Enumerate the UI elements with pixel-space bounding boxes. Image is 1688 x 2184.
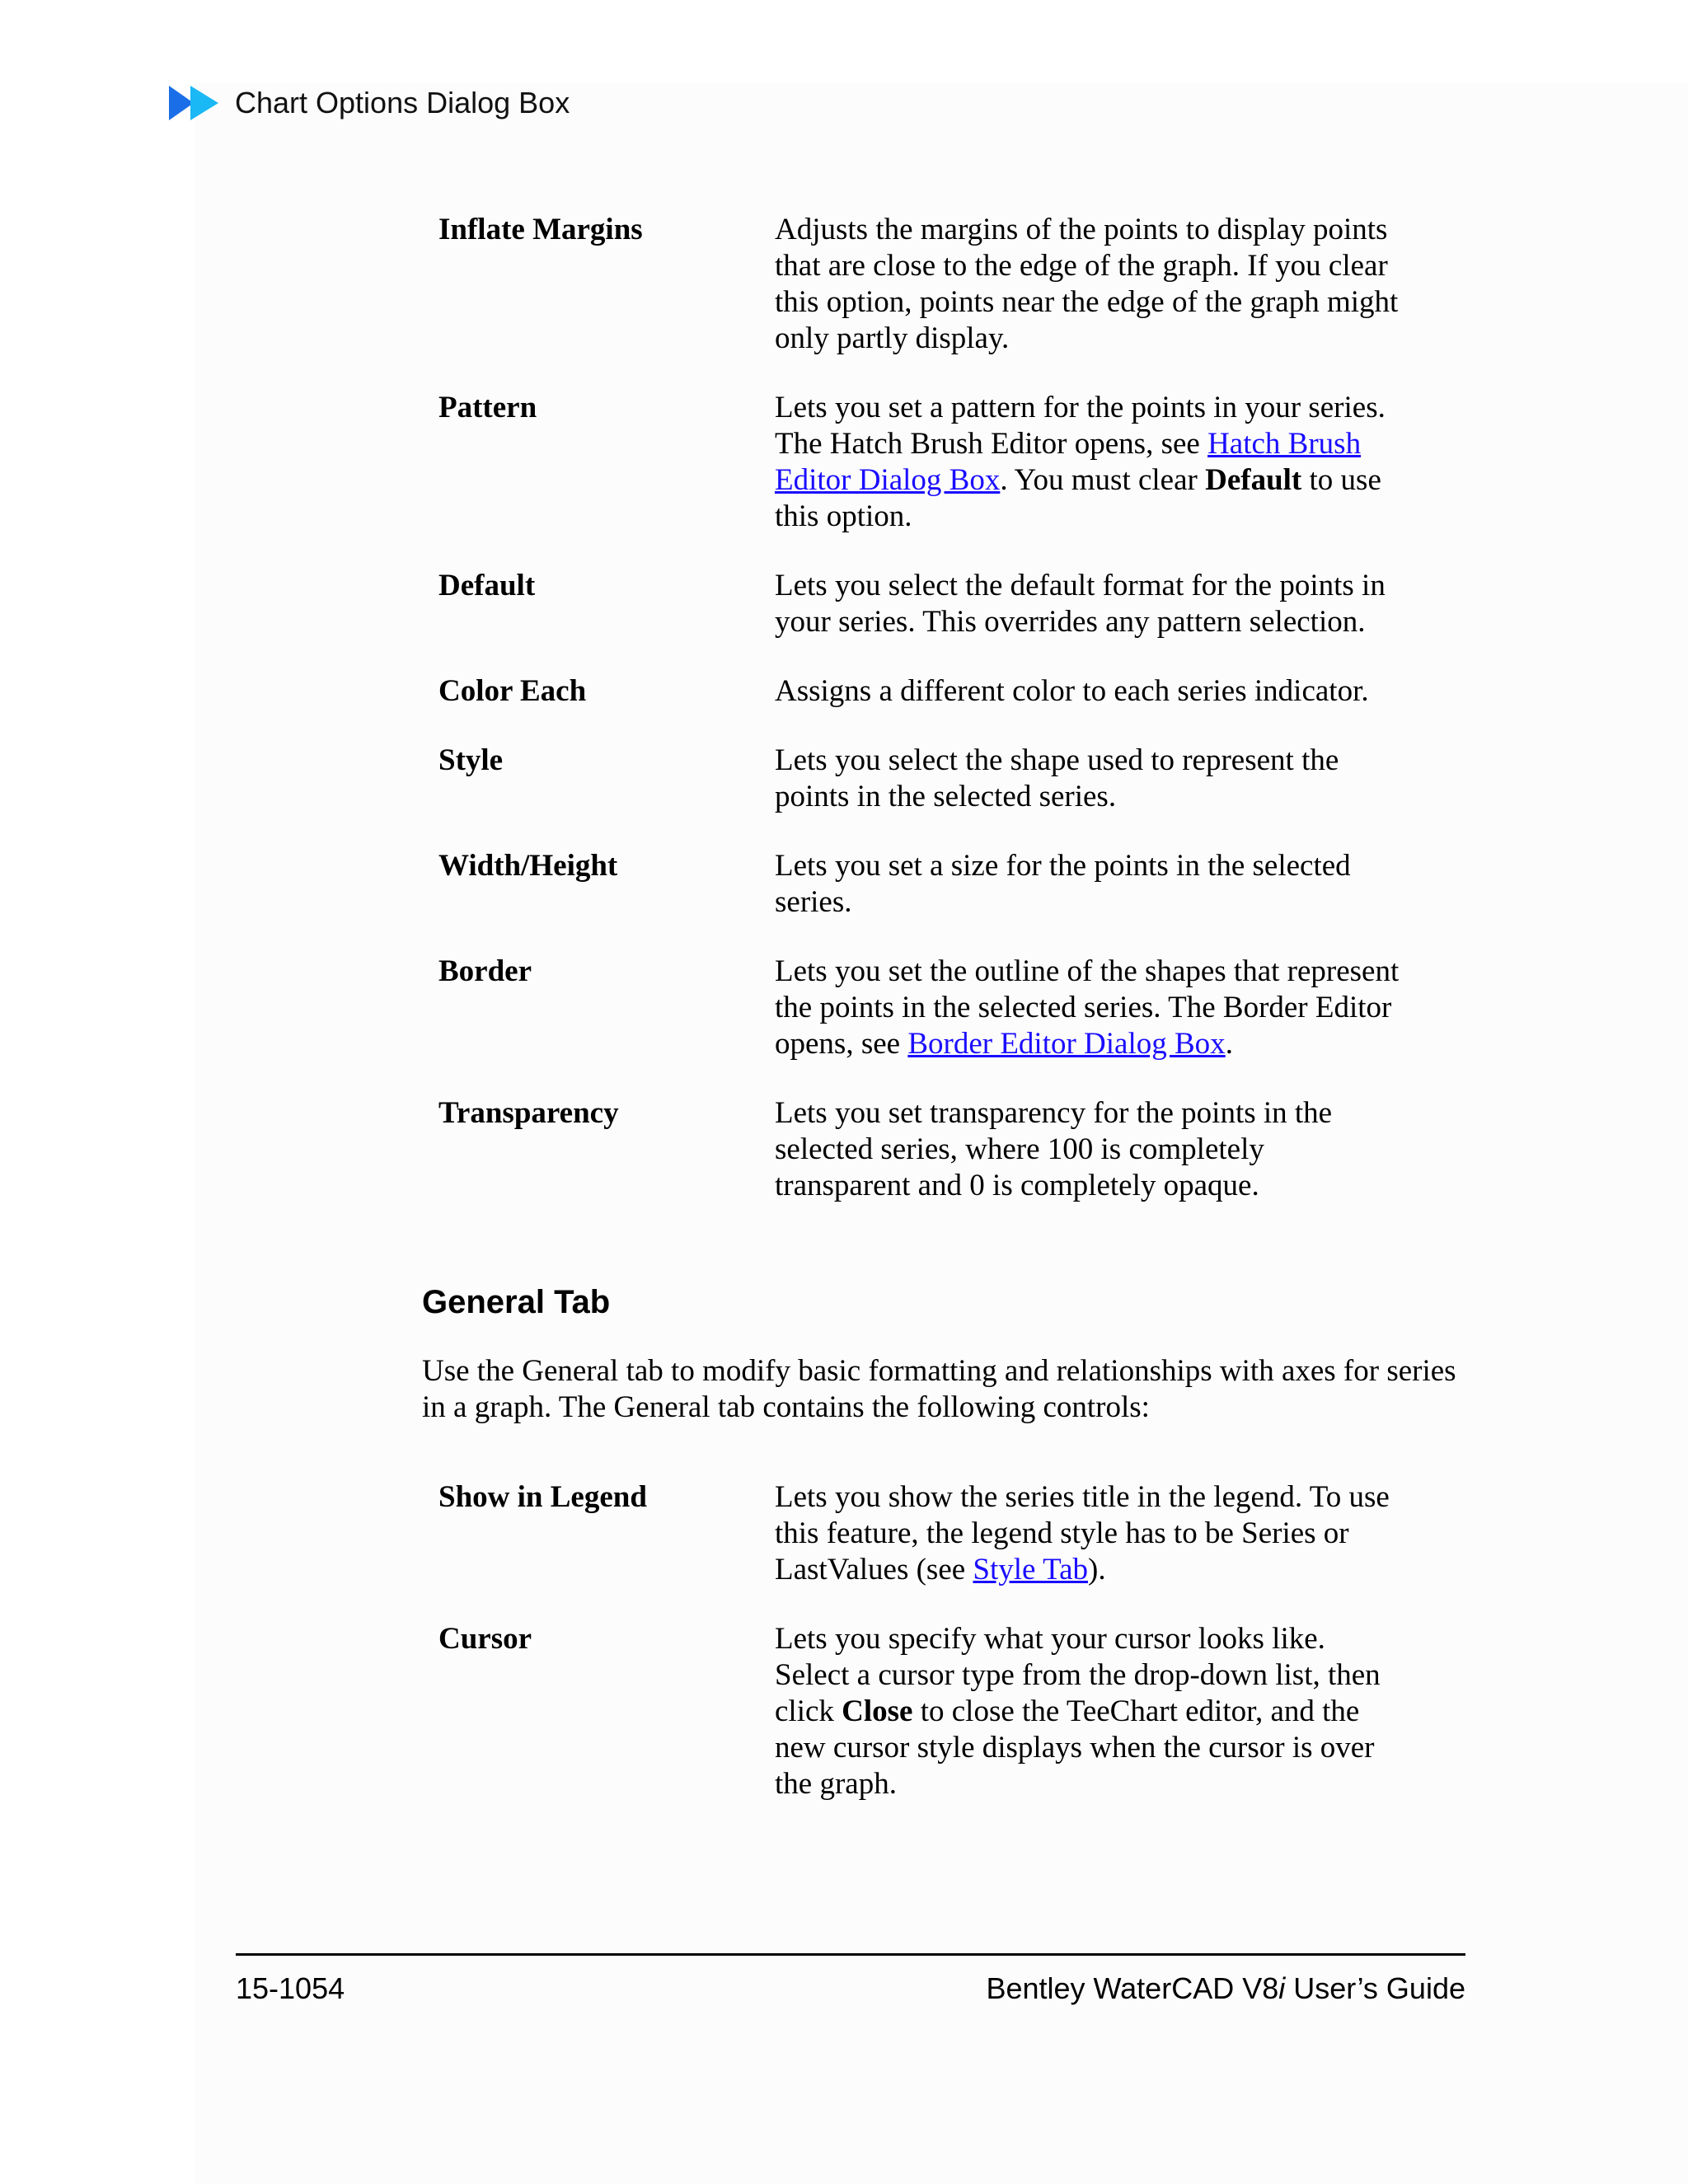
double-arrow-icon xyxy=(169,86,220,120)
guide-title-text: User’s Guide xyxy=(1285,1971,1465,2005)
definition-row xyxy=(438,848,1469,921)
definition-row xyxy=(438,1479,1469,1588)
definition-row xyxy=(438,1095,1469,1204)
description-text: Lets you specify what your cursor looks like. Select a cursor type from the drop-down list, then click xyxy=(775,1622,1381,1728)
description xyxy=(775,954,1401,1062)
footer-guide-title xyxy=(986,1971,1465,2006)
description: Lets you set a size for the points in the selected series. xyxy=(775,849,1351,919)
term-show-in-legend: Show in Legend xyxy=(438,1480,647,1514)
term-default: Default xyxy=(438,569,536,602)
term-inflate-margins: Inflate Margins xyxy=(438,213,643,246)
term-width-height: Width/Height xyxy=(438,849,618,883)
term-cursor: Cursor xyxy=(438,1622,532,1656)
description: Adjusts the margins of the points to display points that are close to the edge of the graph. If you clear this option, points near the edge of the graph might only partly display. xyxy=(775,213,1399,355)
definition-row xyxy=(438,954,1469,1062)
definition-list-series-format xyxy=(438,212,1469,1204)
term-transparency: Transparency xyxy=(438,1096,619,1130)
definition-row xyxy=(438,673,1469,710)
description-text: Lets you set a pattern for the points in your series. The Hatch Brush Editor opens, see xyxy=(775,391,1386,461)
definition-row xyxy=(438,1621,1469,1802)
bold-term-default: Default xyxy=(1205,463,1302,497)
description-text: . xyxy=(1225,1027,1233,1061)
description: Lets you select the shape used to represent the points in the selected series. xyxy=(775,743,1339,813)
description-text: to close the TeeChart editor, and the new cursor style displays when the cursor is over the graph. xyxy=(775,1694,1375,1801)
definition-row xyxy=(438,390,1469,535)
description xyxy=(775,1621,1401,1802)
description xyxy=(775,1479,1401,1588)
definition-row xyxy=(438,743,1469,815)
page-header xyxy=(169,86,570,120)
term-style: Style xyxy=(438,743,504,777)
description-text: to use this option. xyxy=(775,463,1381,533)
description: Lets you select the default format for the points in your series. This overrides any pattern selection. xyxy=(775,569,1386,639)
term-pattern: Pattern xyxy=(438,391,537,424)
description: Assigns a different color to each series indicator. xyxy=(775,674,1369,708)
definition-row xyxy=(438,212,1469,357)
description-text: Lets you set the outline of the shapes that represent the points in the selected series. The Border Editor opens, see xyxy=(775,954,1400,1061)
footer-divider xyxy=(236,1953,1465,1956)
guide-title-italic: i xyxy=(1278,1971,1286,2005)
page-number: 15-1054 xyxy=(236,1971,345,2005)
description-text: ). xyxy=(1088,1553,1106,1586)
description-text: Lets you show the series title in the legend. To use this feature, the legend style has to be Series or LastValues (see xyxy=(775,1480,1390,1586)
definition-list-general-tab xyxy=(438,1479,1469,1802)
style-tab-link[interactable]: Style Tab xyxy=(973,1553,1089,1586)
bold-term-close: Close xyxy=(842,1694,913,1728)
term-color-each: Color Each xyxy=(438,674,587,708)
description-text: . You must clear xyxy=(1000,463,1206,497)
section-intro: Use the General tab to modify basic formatting and relationships with axes for series in a graph. The General tab contains the following controls: xyxy=(422,1354,1456,1424)
border-editor-link[interactable]: Border Editor Dialog Box xyxy=(907,1027,1226,1061)
hatch-brush-editor-link[interactable]: Hatch Brush Editor Dialog Box xyxy=(775,427,1362,497)
definition-row xyxy=(438,568,1469,640)
description: Lets you set transparency for the points in the selected series, where 100 is completely transparent and 0 is completely opaque. xyxy=(775,1096,1333,1202)
header-title: Chart Options Dialog Box xyxy=(235,86,570,120)
term-border: Border xyxy=(438,954,532,988)
guide-title-text: Bentley WaterCAD V8 xyxy=(986,1971,1279,2005)
section-heading-general-tab: General Tab xyxy=(422,1284,611,1320)
description xyxy=(775,390,1401,535)
